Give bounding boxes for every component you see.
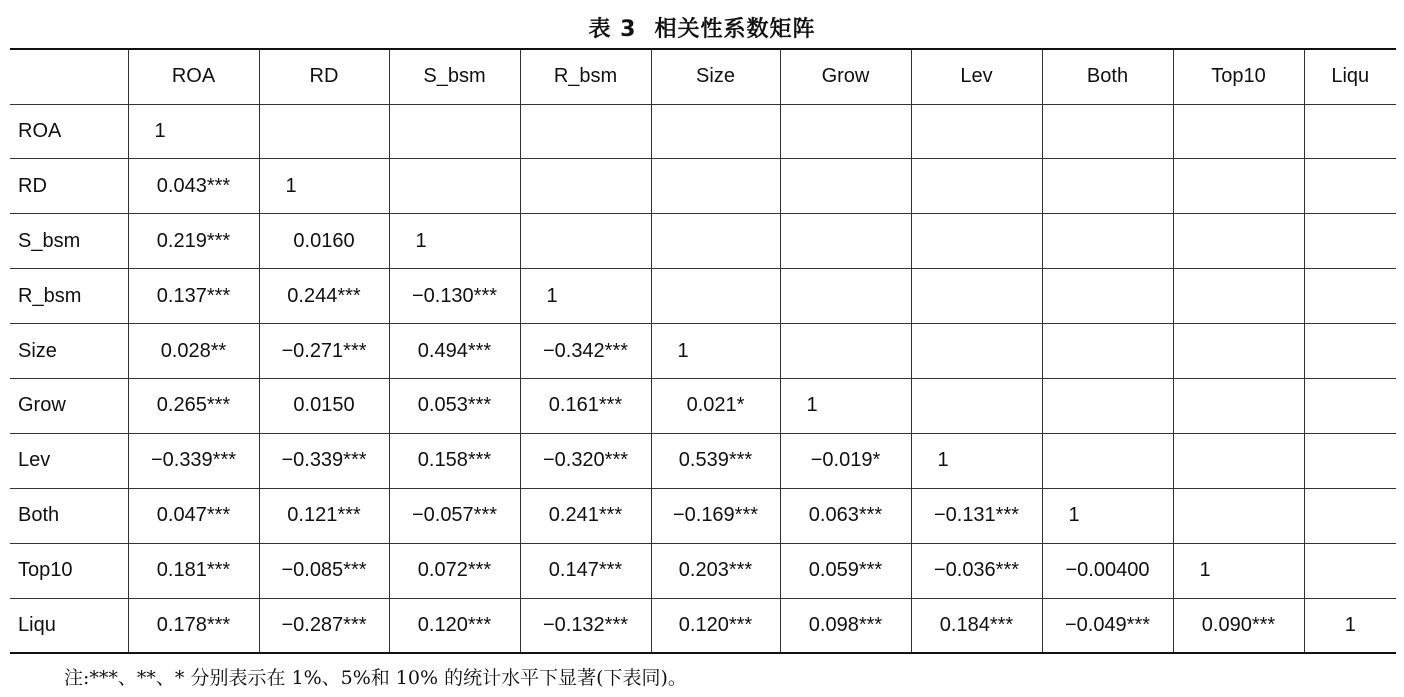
correlation-cell: −0.132***: [520, 598, 651, 653]
empty-cell: [911, 269, 1042, 324]
empty-cell: [780, 159, 911, 214]
row-label: Liqu: [10, 598, 128, 653]
correlation-cell: −0.287***: [259, 598, 389, 653]
empty-cell: [389, 159, 520, 214]
correlation-cell: −0.131***: [911, 488, 1042, 543]
correlation-cell: 0.244***: [259, 269, 389, 324]
correlation-cell: 0.0160: [259, 214, 389, 269]
column-header: RD: [259, 49, 389, 104]
empty-cell: [1304, 488, 1396, 543]
empty-cell: [520, 214, 651, 269]
empty-cell: [780, 214, 911, 269]
correlation-cell: 0.072***: [389, 543, 520, 598]
row-label: ROA: [10, 104, 128, 159]
empty-cell: [651, 214, 780, 269]
empty-cell: [1173, 104, 1304, 159]
correlation-cell: −0.169***: [651, 488, 780, 543]
correlation-cell: 0.120***: [389, 598, 520, 653]
correlation-cell: 0.161***: [520, 378, 651, 433]
empty-cell: [1304, 214, 1396, 269]
correlation-cell: 0.120***: [651, 598, 780, 653]
correlation-cell: 0.059***: [780, 543, 911, 598]
column-header: Grow: [780, 49, 911, 104]
correlation-cell: 0.539***: [651, 433, 780, 488]
correlation-cell: 0.090***: [1173, 598, 1304, 653]
empty-cell: [651, 159, 780, 214]
empty-cell: [1173, 488, 1304, 543]
table-row: [10, 214, 1396, 269]
header-row: [10, 49, 1396, 104]
correlation-cell: −0.339***: [259, 433, 389, 488]
empty-cell: [520, 159, 651, 214]
empty-cell: [651, 269, 780, 324]
correlation-cell: 0.184***: [911, 598, 1042, 653]
empty-cell: [1042, 324, 1173, 379]
column-header: S_bsm: [389, 49, 520, 104]
table-row: [10, 543, 1396, 598]
correlation-cell: −0.057***: [389, 488, 520, 543]
empty-cell: [1173, 159, 1304, 214]
empty-cell: [389, 104, 520, 159]
correlation-cell: −0.130***: [389, 269, 520, 324]
empty-cell: [911, 214, 1042, 269]
empty-cell: [1042, 433, 1173, 488]
correlation-cell: 0.137***: [128, 269, 259, 324]
empty-cell: [1173, 324, 1304, 379]
correlation-cell: 0.265***: [128, 378, 259, 433]
diagonal-cell: 1: [1304, 598, 1396, 653]
empty-cell: [1173, 378, 1304, 433]
diagonal-cell: 1: [389, 214, 520, 269]
correlation-cell: −0.339***: [128, 433, 259, 488]
diagonal-cell: 1: [911, 433, 1042, 488]
correlation-cell: 0.147***: [520, 543, 651, 598]
column-header: ROA: [128, 49, 259, 104]
correlation-cell: 0.021*: [651, 378, 780, 433]
table-body: [10, 104, 1396, 653]
table-row: [10, 598, 1396, 653]
row-label: Top10: [10, 543, 128, 598]
row-label: S_bsm: [10, 214, 128, 269]
correlation-cell: 0.0150: [259, 378, 389, 433]
table-caption: 相关性系数矩阵: [654, 17, 816, 42]
table-row: [10, 488, 1396, 543]
empty-cell: [780, 269, 911, 324]
empty-cell: [1304, 104, 1396, 159]
empty-cell: [651, 104, 780, 159]
correlation-cell: 0.494***: [389, 324, 520, 379]
empty-cell: [1042, 214, 1173, 269]
correlation-cell: 0.028**: [128, 324, 259, 379]
table-header: [10, 49, 1396, 104]
empty-cell: [1042, 159, 1173, 214]
correlation-cell: −0.342***: [520, 324, 651, 379]
column-header: Liqu: [1304, 49, 1396, 104]
correlation-cell: −0.320***: [520, 433, 651, 488]
correlation-cell: 0.043***: [128, 159, 259, 214]
correlation-cell: 0.098***: [780, 598, 911, 653]
row-label: R_bsm: [10, 269, 128, 324]
empty-cell: [520, 104, 651, 159]
correlation-cell: 0.241***: [520, 488, 651, 543]
empty-cell: [1173, 214, 1304, 269]
empty-cell: [1304, 543, 1396, 598]
empty-cell: [259, 104, 389, 159]
diagonal-cell: 1: [780, 378, 911, 433]
correlation-cell: −0.019*: [780, 433, 911, 488]
correlation-cell: 0.047***: [128, 488, 259, 543]
correlation-cell: 0.178***: [128, 598, 259, 653]
empty-cell: [780, 324, 911, 379]
table-row: [10, 104, 1396, 159]
empty-cell: [911, 159, 1042, 214]
empty-cell: [911, 104, 1042, 159]
correlation-cell: −0.271***: [259, 324, 389, 379]
header-corner-cell: [10, 49, 128, 104]
empty-cell: [1042, 269, 1173, 324]
table-footnote: 注:***、**、* 分别表示在 1%、5%和 10% 的统计水平下显著(下表同)。: [64, 667, 687, 689]
empty-cell: [911, 378, 1042, 433]
row-label: Size: [10, 324, 128, 379]
column-header: Top10: [1173, 49, 1304, 104]
diagonal-cell: 1: [128, 104, 259, 159]
table-row: [10, 378, 1396, 433]
diagonal-cell: 1: [259, 159, 389, 214]
row-label: Grow: [10, 378, 128, 433]
empty-cell: [1304, 269, 1396, 324]
correlation-cell: 0.063***: [780, 488, 911, 543]
correlation-cell: 0.121***: [259, 488, 389, 543]
correlation-cell: −0.049***: [1042, 598, 1173, 653]
diagonal-cell: 1: [1042, 488, 1173, 543]
correlation-cell: 0.158***: [389, 433, 520, 488]
row-label: RD: [10, 159, 128, 214]
column-header: R_bsm: [520, 49, 651, 104]
empty-cell: [1042, 104, 1173, 159]
empty-cell: [1042, 378, 1173, 433]
table-number: 表 3: [588, 17, 637, 42]
correlation-cell: 0.219***: [128, 214, 259, 269]
row-label: Both: [10, 488, 128, 543]
table-row: [10, 269, 1396, 324]
empty-cell: [1173, 269, 1304, 324]
diagonal-cell: 1: [651, 324, 780, 379]
empty-cell: [911, 324, 1042, 379]
correlation-cell: −0.085***: [259, 543, 389, 598]
correlation-cell: −0.036***: [911, 543, 1042, 598]
diagonal-cell: 1: [1173, 543, 1304, 598]
correlation-cell: −0.00400: [1042, 543, 1173, 598]
table-row: [10, 324, 1396, 379]
table-title: [0, 12, 1404, 43]
empty-cell: [1304, 433, 1396, 488]
empty-cell: [1304, 324, 1396, 379]
column-header: Size: [651, 49, 780, 104]
correlation-cell: 0.053***: [389, 378, 520, 433]
column-header: Both: [1042, 49, 1173, 104]
table-row: [10, 159, 1396, 214]
diagonal-cell: 1: [520, 269, 651, 324]
correlation-cell: 0.181***: [128, 543, 259, 598]
column-header: Lev: [911, 49, 1042, 104]
empty-cell: [1304, 159, 1396, 214]
correlation-matrix-table: [10, 48, 1396, 654]
empty-cell: [1304, 378, 1396, 433]
correlation-cell: 0.203***: [651, 543, 780, 598]
row-label: Lev: [10, 433, 128, 488]
empty-cell: [780, 104, 911, 159]
empty-cell: [1173, 433, 1304, 488]
table-row: [10, 433, 1396, 488]
